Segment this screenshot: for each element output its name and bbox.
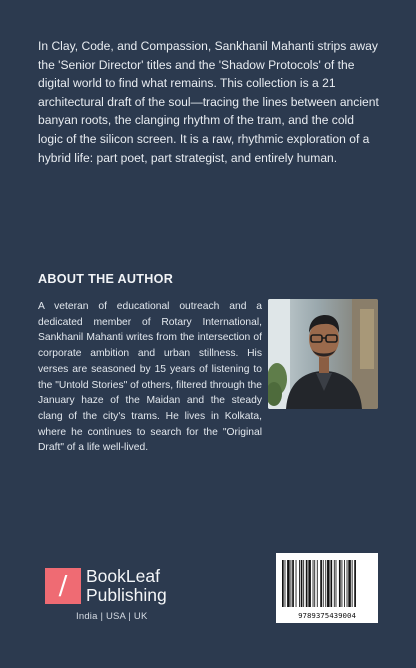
about-author-heading: ABOUT THE AUTHOR [38, 272, 174, 286]
barcode-bars [276, 553, 378, 613]
author-bio: A veteran of educational outreach and a dedicated member of Rotary International, Sankhanil Mahanti writes from the intersection of corporate ambition and urban stillness. His verses are seasoned by 15 years of listening to the "Untold Stories" of others, filtered through the January haze of the Maidan and the steady clang of the city's trams. He lives in Kolkata, where he continues to search for the "Original Draft" of a life well-lived. [38, 301, 262, 454]
publisher-logo [45, 568, 195, 628]
isbn-barcode [276, 553, 378, 623]
back-cover-blurb: In Clay, Code, and Compassion, Sankhanil Mahanti strips away the 'Senior Director' titles and the 'Shadow Protocols' of the digital world to find what remains. This collection is a 21 architectural draft of the soul—tracing the lines between ancient banyan roots, the clanging rhythm of the tram, and the cold logic of the silicon screen. It is a raw, rhythmic exploration of a hybrid life: part poet, part strategist, and entirely human. [38, 39, 379, 165]
publisher-name [86, 567, 167, 605]
author-photo [268, 299, 378, 409]
publisher-name-line1: BookLeaf [86, 566, 160, 586]
bookleaf-slash-icon: / [45, 568, 81, 604]
publisher-regions: India | USA | UK [76, 611, 148, 622]
publisher-name-line2: Publishing [86, 585, 167, 605]
isbn-number: 9789375439004 [298, 611, 356, 620]
